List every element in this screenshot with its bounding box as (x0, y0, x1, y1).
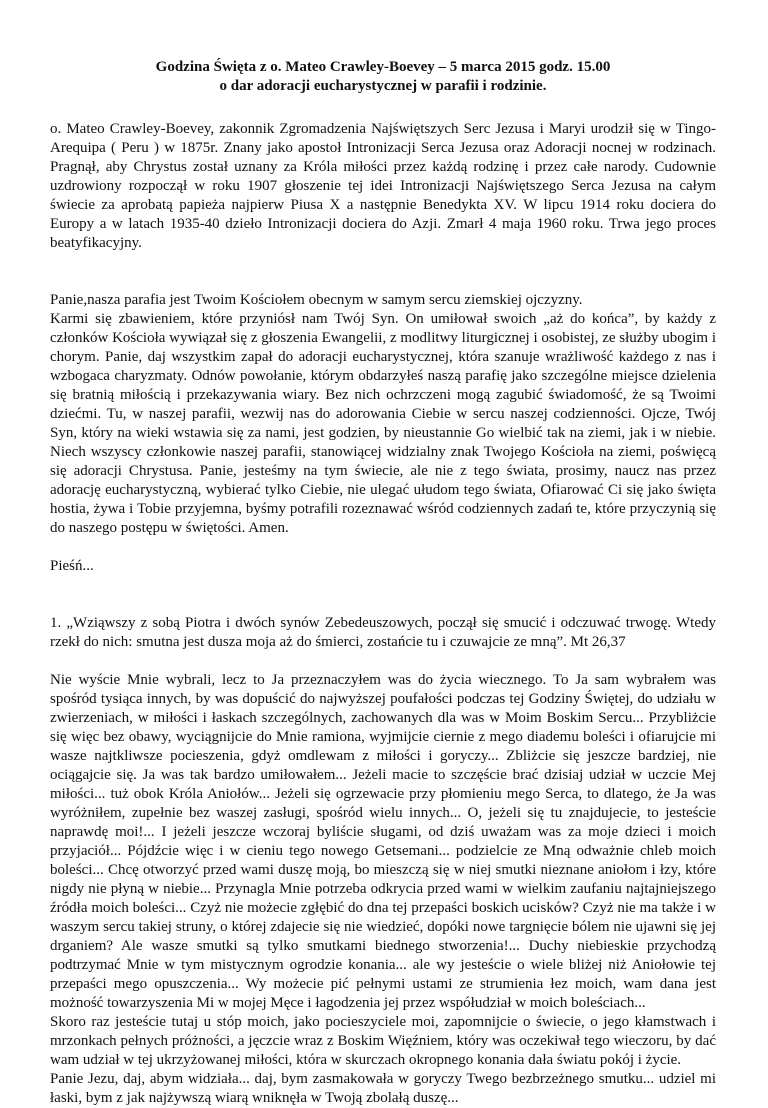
title-line-2: o dar adoracji eucharystycznej w parafii i rodzinie. (219, 78, 547, 94)
scripture-reading: 1. „Wziąwszy z sobą Piotra i dwóch synów Zebedeuszowych, począł się smucić i odczuwać trwogę. Wtedy rzekł do nich: smutna jest dusza moja aż do śmierci, zostańcie tu i czuwajcie ze mną”. Mt 26,37 (50, 615, 716, 650)
song-line: Pieśń... (50, 558, 94, 574)
prayer-first-line: Panie,nasza parafia jest Twoim Kościołem obecnym w samym sercu ziemskiej ojczyzny. (50, 292, 583, 308)
closing-paragraph-2: Panie Jezu, daj, abym widziała... daj, bym zasmakowała w goryczy Twego bezbrzeżnego smutku... udziel mi łaski, bym z jak najżywszą wiarą wniknęła w Twoją zbolałą duszę... (50, 1071, 716, 1106)
title-line-1: Godzina Święta z o. Mateo Crawley-Boevey – 5 marca 2015 godz. 15.00 (155, 59, 611, 75)
prayer-paragraph: Karmi się zbawieniem, które przyniósł nam Twój Syn. On umiłował swoich „aż do końca”, by każdy z członków Kościoła wywiązał się z głoszenia Ewangelii, z modlitwy liturgicznej i osobistej, ze służby ubogim i chorym. Panie, daj wszystkim zapał do adoracji eucharystycznej, która szanuje wrażliwość każdego z nas i wzbogaca charyzmaty. Odnów powołanie, którym obdarzyłeś naszą parafię jako szczególne miejsce dzielenia się bratnią miłością i przekazywania wiary. Bez nich ochrzczeni mogą zagubić świadomość, że są Twoimi dziećmi. Tu, w naszej parafii, wezwij nas do adorowania Ciebie w sercu naszej codzienności. Ojcze, Twój Syn, który na wieki wstawia się za nami, jest godzien, by nieustannie Go wielbić tak na ziemi, jak i w niebie. Niech wszyscy członkowie naszej parafii, stanowiącej widzialny znak Twojego Kościoła na ziemi, poświęcą się adoracji Chrystusa. Panie, jesteśmy na tym świecie, ale nie z tego świata, prosimy, naucz nas przez adorację eucharystyczną, wybierać tylko Ciebie, nie ulegać ułudom tego świata, Ofiarować Ci się jako święta hostia, żywa i Tobie przyjemna, byśmy potrafili rozeznawać wśród codziennych zadań te, które przyczynią się do naszego postępu w świętości. Amen. (50, 311, 716, 536)
document-title (50, 58, 716, 96)
closing-paragraph-1: Skoro raz jesteście tutaj u stóp moich, jako pocieszyciele moi, zapomnijcie o świecie, o jego kłamstwach i mrzonkach pełnych próżności, a jęczcie wraz z Boskim Więźniem, który was oczekiwał tego wieczoru, by dać wam udział w tej ukrzyżowanej miłości, która w skurczach okropnego konania dała światu pokój i życie. (50, 1014, 716, 1068)
meditation-paragraph: Nie wyście Mnie wybrali, lecz to Ja przeznaczyłem was do życia wiecznego. To Ja sam wybrałem was spośród tysiąca innych, by was dopuścić do najwyższej poufałości podczas tej Godziny Świętej, do udziału w zwierzeniach, w miłości i łaskach szczególnych, zachowanych dla was w Moim Boskim Sercu... Przybliżcie się więc bez obawy, wyciągnijcie do Mnie ramiona, wyjmijcie ciernie z mego diademu boleści i ofiarujcie mi wasze najtkliwsze pocieszenia, gdyż omdlewam z miłości i goryczy... Zbliżcie się jeszcze bardziej, nie ociągajcie się. Ja was tak bardzo umiłowałem... Jeżeli macie to szczęście brać dzisiaj udział w uczcie Mej miłości... tuż obok Króla Aniołów... Jeżeli się ogrzewacie przy płomieniu mego Serca, to dlatego, że Ja was wyróżniłem, zupełnie bez waszej zasługi, spośród wielu innych... O, jeżeli się tu znajdujecie, to jesteście naprawdę moi!... I jeżeli jeszcze wczoraj byliście sługami, od dziś uważam was za moje dzieci i moich przyjaciół... Pójdźcie więc i w cieniu tego nowego Getsemani... podzielcie ze Mną odważnie chleb moich boleści... Chcę otworzyć przed wami duszę moją, bo mieszczą się w niej smutki nieznane aniołom i łzy, które nigdy nie płyną w niebie... Przynagla Mnie potrzeba odkrycia przed wami w wielkim zaufaniu najtajniejszego źródła moich boleści... Czyż nie możecie zgłębić do dna tej przepaści boskich ucisków? Czyż nie ma także i w waszym sercu takiej struny, o której zdajecie się nie wiedzieć, dopóki nowe targnięcie bólem nie ujawni się jej drganiem? Ale wasze smutki są tylko smutkami biednego stworzenia!... Duchy niebieskie przychodzą podtrzymać Mnie w tym mistycznym ogrodzie konania... ale wy jesteście o wiele bliżej niż Aniołowie tej przepaści mego opuszczenia... Wy możecie pić pełnymi ustami ze strumienia łez moich, wam dana jest możność towarzyszenia Mi w mojej Męce i łagodzenia jej przez współudział w moich boleściach... (50, 672, 716, 1011)
intro-paragraph: o. Mateo Crawley-Boevey, zakonnik Zgromadzenia Najświętszych Serc Jezusa i Maryi urodził się w Tingo-Arequipa ( Peru ) w 1875r. Znany jako apostoł Intronizacji Serca Jezusa oraz Adoracji nocnej w rodzinach. Pragnął, aby Chrystus został uznany za Króla miłości przez każdą rodzinę i przez całe narody. Cudownie uzdrowiony rozpoczął w roku 1907 głoszenie tej idei Intronizacji Najświętszego Serca Jezusa na całym świecie za aprobatą papieża najpierw Piusa X a następnie Benedykta XV. W lipcu 1914 roku dociera do Europy a w latach 1935-40 dzieło Intronizacji dociera do Azji. Zmarł 4 maja 1960 roku. Trwa jego proces beatyfikacyjny. (50, 121, 716, 251)
